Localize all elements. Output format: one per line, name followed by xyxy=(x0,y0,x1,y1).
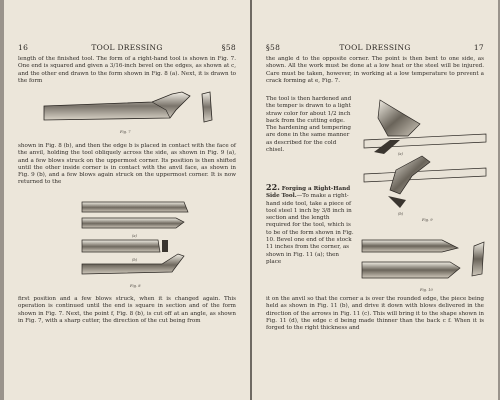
fig7-caption: Fig. 7 xyxy=(120,130,131,134)
paragraph-bottom: first position and a few blows struck, when it is changed again. This operation is continued until the end is square in section and of the form shown in Fig. 7. Next, the point f, Fig. 8 (b), is cut off at an angle, as shown in Fig. 7, with a sharp cutter, the direction of the cut being from xyxy=(18,296,236,324)
fig9-label-a: (a) xyxy=(398,152,403,156)
fig8-label-b: (b) xyxy=(132,258,138,262)
right-page-header xyxy=(266,43,484,55)
fig9-label-b: (b) xyxy=(398,212,404,216)
page-number: 17 xyxy=(473,43,484,52)
section-ref: §58 xyxy=(221,43,236,52)
paragraph-section: —To make a right-hand side tool, take a piece of tool steel 1 inch by 3/8 inch in section and the length required for the tool, which is to be of the form shown in Fig. 10. Bevel one end of the stock 11 inches from the corner, as shown in Fig. 11 (a); then place xyxy=(266,193,354,265)
paragraph-top: the angle d to the opposite corner. The point is then bent to one side, as shown. All the work must be done at a low heat or the steel will be injured. Care must be taken, however, in working at a low temperature to prevent a crack forming at e, Fig. 7. xyxy=(266,56,484,84)
running-title: TOOL DRESSING xyxy=(91,43,163,52)
right-page xyxy=(252,0,498,400)
left-page-header xyxy=(18,43,236,55)
section-heading: Forging a Right-Hand Side Tool. xyxy=(266,186,351,200)
left-page xyxy=(4,0,250,400)
figure-8 xyxy=(80,200,190,290)
running-title: TOOL DRESSING xyxy=(339,43,411,52)
section-22 xyxy=(266,184,354,266)
page-number: 16 xyxy=(18,43,29,52)
fig9-caption: Fig. 9 xyxy=(422,218,433,222)
fig10-caption: Fig. 10 xyxy=(420,288,433,292)
paragraph-hardened: The tool is then hardened and the temper is drawn to a light straw color for about 1/2 inch back from the cutting edge. The hardening and tempering are done in the same manner as described for the cold chisel. xyxy=(266,96,352,154)
figure-10 xyxy=(360,236,490,286)
fig8-label-a: (a) xyxy=(132,234,137,238)
figure-9 xyxy=(360,96,490,226)
fig8-caption: Fig. 8 xyxy=(130,284,141,288)
figure-7 xyxy=(40,88,220,134)
paragraph-middle: shown in Fig. 8 (b), and then the edge b is placed in contact with the face of the anvil, holding the tool obliquely across the side, as shown in Fig. 9 (a), and a few blows struck on the uppermost corner. Its position is then shifted until the other inside corner is in contact with the anvil face, as shown in Fig. 9 (b), and a few blows again struck on the uppermost corner. It is now returned to the xyxy=(18,143,236,186)
section-number: 22. xyxy=(266,182,280,192)
paragraph-top: length of the finished tool. The form of a right-hand tool is shown in Fig. 7. One end is squared and given a 3/16-inch bevel on the edges, as shown at c, and the other end drawn to the form shown in Fig. 8 (a). Next, it is drawn to the form xyxy=(18,56,236,84)
section-ref: §58 xyxy=(266,43,281,52)
paragraph-bottom: it on the anvil so that the corner a is over the rounded edge, the piece being held as shown in Fig. 11 (b), and drive it down with blows delivered in the direction of the arrows in Fig. 11 (c). This will bring it to the shape shown in Fig. 11 (d), the edge c d being made thinner than the back c f. When it is forged to the right thickness and xyxy=(266,296,484,332)
